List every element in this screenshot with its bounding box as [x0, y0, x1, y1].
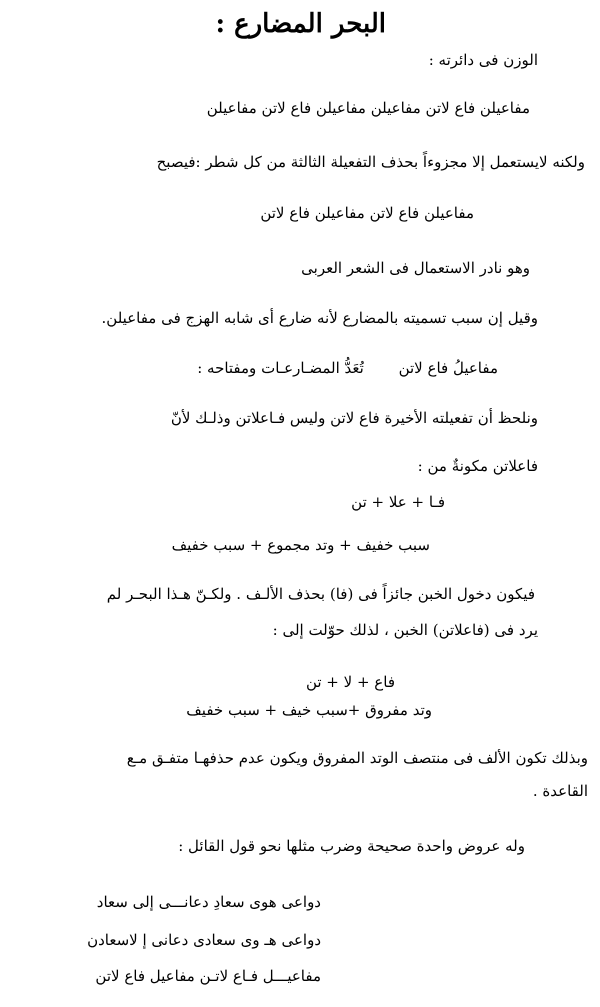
example-verse-second-hemistich: دواعى هوى سعادِ: [213, 893, 321, 911]
example-transcription-row: [87, 930, 365, 950]
syllable-breakdown: فـا + علا + تن: [351, 493, 445, 511]
conclusion-end: القاعدة .: [532, 782, 588, 800]
full-meter-pattern: مفاعيلن فاع لاتن مفاعيلن مفاعيلن فاع لاتن مفاعيلن: [206, 99, 530, 117]
usage-note-line: ولكنه لايستعمل إلا مجزوءاً بحذف التفعيلة الثالثة من كل شطر :فيصبح: [156, 153, 585, 171]
key-verse-scansion: مفاعيلُ فاع لاتن: [398, 359, 498, 377]
scansion-second-hemistich: مفاعيـــل فـاع لاتـن: [199, 967, 321, 985]
conversion-note: يرد فى (فاعلاتن) الخبن ، لذلك حوّلت إلى :: [272, 621, 538, 639]
syllable-types: سبب خفيف + وتد مجموع + سبب خفيف: [171, 536, 430, 554]
page-title: البحر المضارع :: [215, 9, 386, 39]
converted-breakdown: فاع + لا + تن: [305, 673, 395, 691]
short-meter-row: [260, 203, 530, 223]
example-verse-first-hemistich: دعانـــى إلى سعاد: [96, 893, 209, 911]
final-foot-note: ونلحظ أن تفعيلته الأخيرة فاع لاتن وليس فـاعلاتن وذلـك لأنّ: [170, 409, 538, 427]
scansion-first-hemistich: مفاعيل فاع لاتن: [95, 967, 195, 985]
example-heading: وله عروض واحدة صحيحة وضرب مثلها نحو قول القائل :: [178, 837, 525, 855]
composition-heading: فاعلاتن مكونةٌ من :: [417, 457, 538, 475]
meter-circle-heading: الوزن فى دائرته :: [428, 51, 538, 69]
key-verse-text: تُعَدُّ المضـارعـات: [261, 359, 364, 377]
example-verse-row: [97, 892, 365, 912]
conclusion-line: وبذلك تكون الألف فى منتصف الوتد المفروق ويكون عدم حذفهـا متفـق مـع: [126, 749, 588, 767]
key-verse-row: [197, 358, 538, 378]
rarity-note: وهو نادر الاستعمال فى الشعر العربى: [301, 259, 530, 277]
transcription-first-hemistich: دعانى إ لاسعادن: [87, 931, 189, 949]
example-scansion-row: [95, 966, 365, 986]
khabn-note: فيكون دخول الخبن جائزاً فى (فا) بحذف الألـف . ولكـنّ هـذا البحـر لم: [106, 585, 535, 603]
naming-note: وقيل إن سبب تسميته بالمضارع لأنه ضارع أى شابه الهزج فى مفاعيلن.: [101, 309, 538, 327]
converted-types: وتد مفروق +سبب خيف + سبب خفيف: [186, 701, 432, 719]
short-meter-first-hemistich: مفاعيلن فاع لاتن: [260, 204, 365, 222]
key-label: ومفتاحه :: [197, 359, 257, 377]
transcription-second-hemistich: دواعى هـ وى سعادى: [193, 931, 321, 949]
short-meter-second-hemistich: مفاعيلن فاع لاتن: [369, 204, 474, 222]
